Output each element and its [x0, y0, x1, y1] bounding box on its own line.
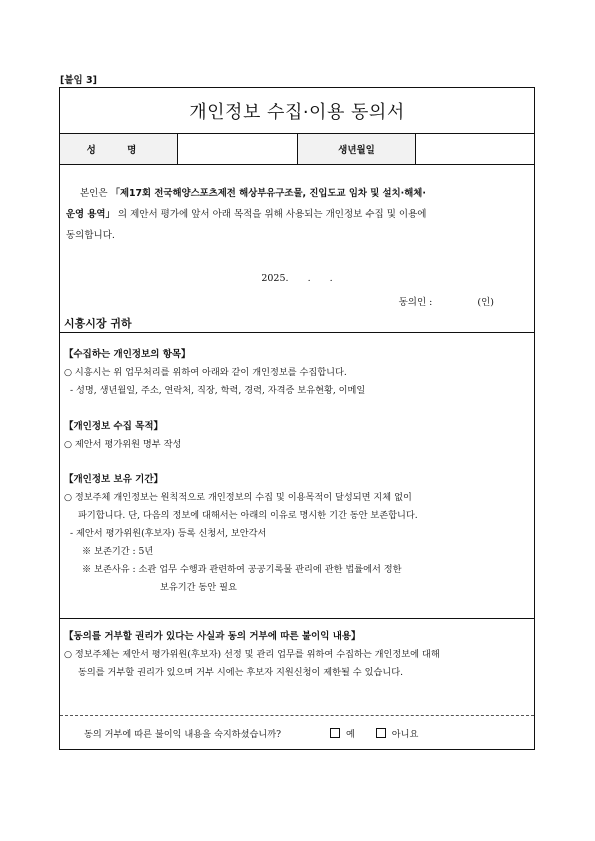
- date-line: [60, 273, 534, 284]
- date-day[interactable]: .: [329, 273, 333, 284]
- section-line: 파기합니다. 단, 다음의 정보에 대해서는 아래의 이유로 명시한 기간 동안 보존합니다.: [78, 510, 418, 521]
- divider: [60, 332, 534, 333]
- section-line: ○ 정보주체 개인정보는 원칙적으로 개인정보의 수집 및 이용목적이 달성되면 지체 없이: [64, 492, 412, 503]
- yes-option[interactable]: [330, 726, 355, 740]
- yes-label: 예: [345, 729, 355, 740]
- section-collected-items: [64, 346, 528, 400]
- intro-line-2: [66, 204, 526, 225]
- recipient: 시흥시장 귀하: [64, 317, 132, 330]
- date-year: 2025.: [261, 273, 289, 284]
- consent-question: [84, 726, 418, 740]
- checkbox-icon[interactable]: [330, 728, 340, 738]
- seal-mark: (인): [477, 297, 494, 308]
- intro-line-3: 동의합니다.: [66, 230, 115, 241]
- consent-form: [59, 87, 535, 750]
- attachment-label: [붙임 3]: [60, 75, 97, 86]
- name-birth-row: [60, 134, 534, 165]
- divider: [60, 618, 534, 619]
- section-refusal-right: [64, 628, 528, 682]
- section-line: - 성명, 생년월일, 주소, 연락처, 직장, 학력, 경력, 자격증 보유현황, 이메일: [70, 385, 366, 396]
- no-label: 아니요: [391, 729, 419, 740]
- birth-label: 생년월일: [298, 134, 416, 164]
- birth-field[interactable]: [416, 134, 534, 164]
- name-label: 성 명: [60, 134, 178, 164]
- section-line: 보유기간 동안 필요: [160, 582, 237, 593]
- consenter-label: 동의인 :: [398, 297, 433, 308]
- no-option[interactable]: [376, 726, 419, 740]
- section-line: ※ 보존기간 : 5년: [82, 546, 154, 557]
- name-field[interactable]: [178, 134, 298, 164]
- intro-prefix: 본인은: [80, 188, 111, 199]
- section-heading: 【동의를 거부할 권리가 있다는 사실과 동의 거부에 따른 불이익 내용】: [64, 631, 361, 642]
- section-line: 동의를 거부할 권리가 있으며 거부 시에는 후보자 지원신청이 제한될 수 있습니다.: [78, 667, 404, 678]
- date-month[interactable]: .: [307, 273, 311, 284]
- form-title: 개인정보 수집·이용 동의서: [189, 101, 405, 123]
- title-row: [60, 88, 534, 134]
- consenter-line: [399, 294, 494, 308]
- section-heading: 【개인정보 수집 목적】: [64, 421, 164, 432]
- section-line: - 제안서 평가위원(후보자) 등록 신청서, 보안각서: [70, 528, 267, 539]
- dashed-divider: [60, 715, 534, 716]
- intro-paragraph: [60, 165, 534, 246]
- project-title-part2: 운영 용역」: [66, 209, 115, 220]
- question-text: 동의 거부에 따른 불이익 내용을 숙지하셨습니까?: [84, 729, 282, 740]
- intro-rest: 의 제안서 평가에 앞서 아래 목적을 위해 사용되는 개인정보 수집 및 이용에: [117, 209, 427, 220]
- section-line: ※ 보존사유 : 소관 업무 수행과 관련하여 공공기록물 관리에 관한 법률에서 정한: [82, 564, 402, 575]
- section-purpose: [64, 418, 528, 454]
- section-line: ○ 제안서 평가위원 명부 작성: [64, 439, 182, 450]
- checkbox-icon[interactable]: [376, 728, 386, 738]
- section-line: ○ 시흥시는 위 업무처리를 위하여 아래와 같이 개인정보를 수집합니다.: [64, 367, 347, 378]
- project-title-part1: 「제17회 전국해양스포츠제전 해상부유구조물, 진입도교 임차 및 설치·해체·: [110, 188, 426, 199]
- section-heading: 【수집하는 개인정보의 항목】: [64, 349, 191, 360]
- section-retention: [64, 471, 528, 597]
- section-line: ○ 정보주체는 제안서 평가위원(후보자) 선정 및 관리 업무를 위하여 수집하는 개인정보에 대해: [64, 649, 440, 660]
- intro-line-1: [66, 183, 526, 204]
- section-heading: 【개인정보 보유 기간】: [64, 474, 164, 485]
